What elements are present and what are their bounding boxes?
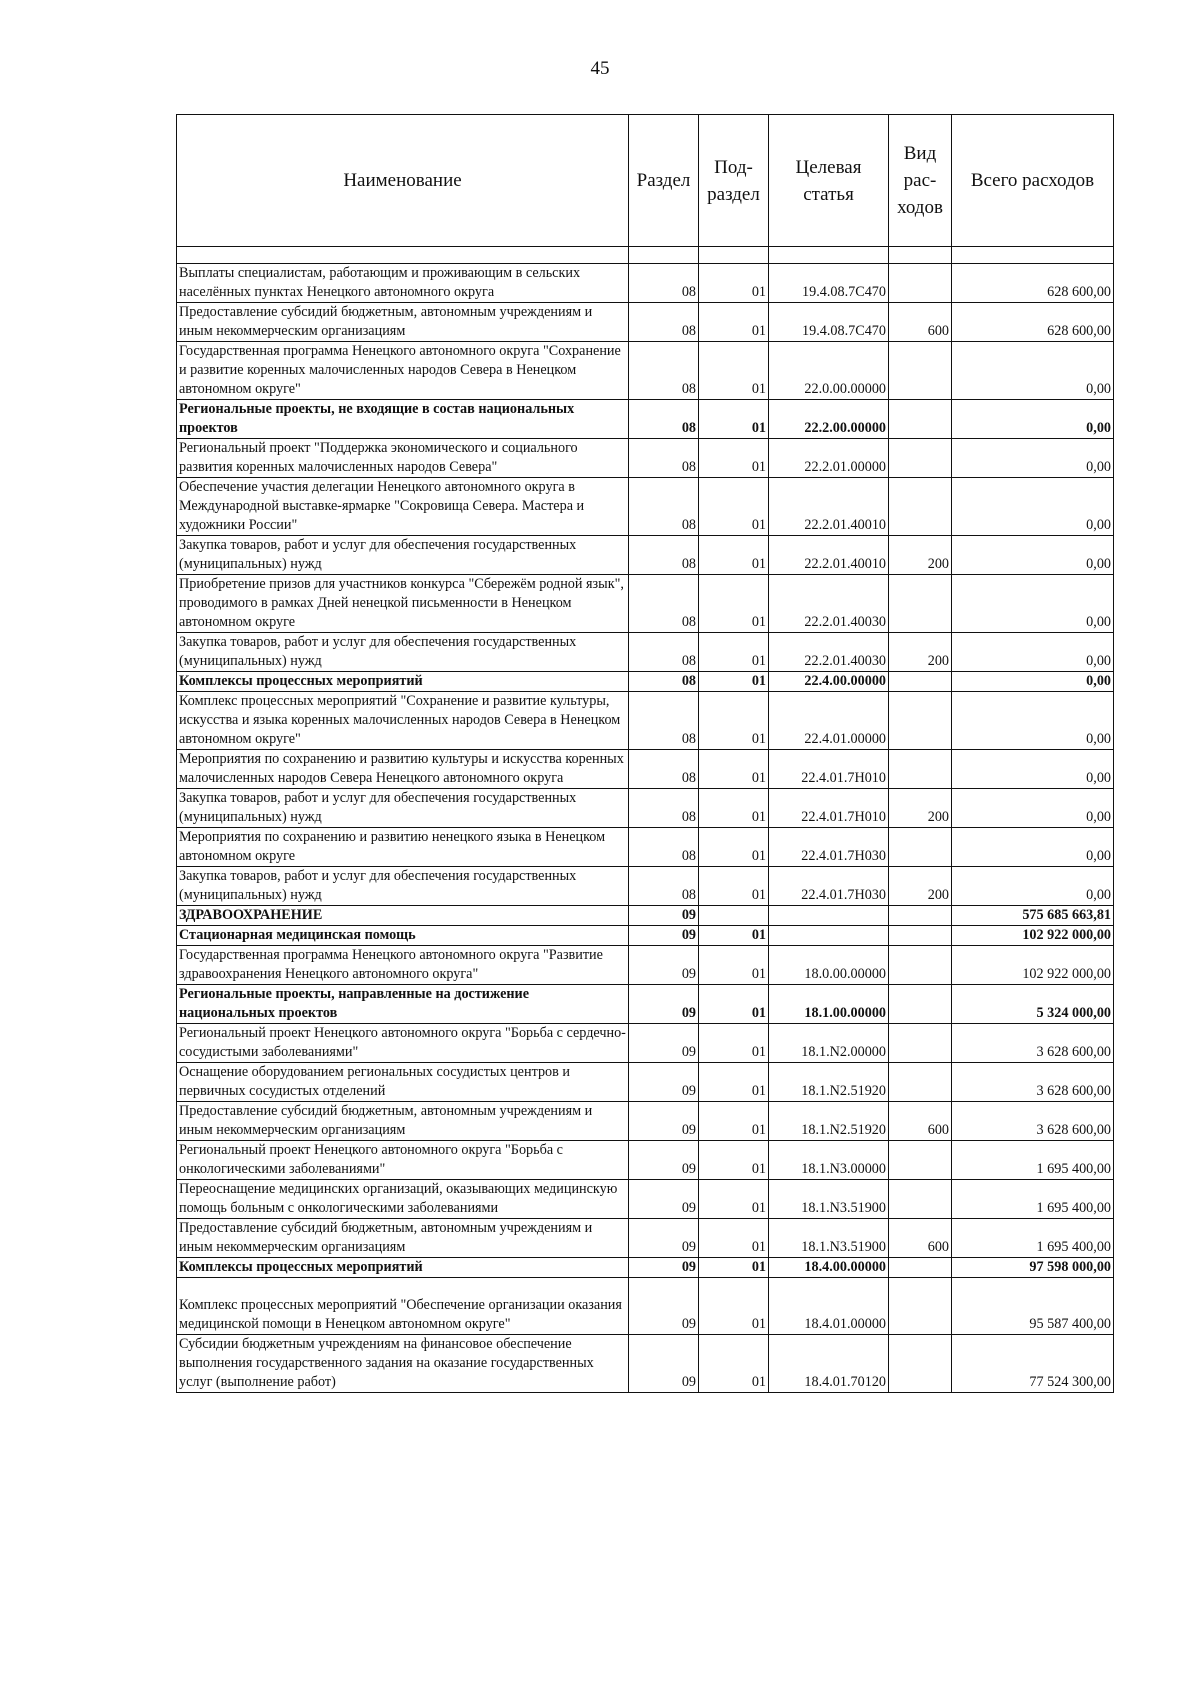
cell-total: 0,00 (952, 439, 1114, 478)
cell-name: Региональный проект "Поддержка экономического и социального развития коренных малочисленных народов Севера" (177, 439, 629, 478)
table-row (177, 750, 1114, 789)
cell-subsection: 01 (699, 342, 769, 400)
cell-name: Переоснащение медицинских организаций, оказывающих медицинскую помощь больным с онкологическими заболеваниями (177, 1180, 629, 1219)
cell-target: 22.2.00.00000 (769, 400, 889, 439)
cell-kind (889, 478, 952, 536)
cell-kind: 600 (889, 1102, 952, 1141)
cell-total: 0,00 (952, 342, 1114, 400)
cell-subsection (699, 906, 769, 926)
cell-name: Приобретение призов для участников конкурса "Сбережём родной язык", проводимого в рамках Дней ненецкой письменности в Ненецком автономном округе (177, 575, 629, 633)
cell-section: 08 (629, 789, 699, 828)
cell-name: Закупка товаров, работ и услуг для обеспечения государственных (муниципальных) нужд (177, 789, 629, 828)
cell-subsection: 01 (699, 1278, 769, 1335)
cell-kind (889, 1335, 952, 1393)
table-row (177, 303, 1114, 342)
spacer-cell (952, 247, 1114, 264)
cell-kind (889, 828, 952, 867)
cell-kind (889, 400, 952, 439)
cell-section: 08 (629, 536, 699, 575)
cell-name: Оснащение оборудованием региональных сосудистых центров и первичных сосудистых отделений (177, 1063, 629, 1102)
cell-kind: 600 (889, 303, 952, 342)
cell-name: Закупка товаров, работ и услуг для обеспечения государственных (муниципальных) нужд (177, 867, 629, 906)
cell-kind: 600 (889, 1219, 952, 1258)
cell-target: 22.4.01.7Н030 (769, 867, 889, 906)
cell-kind (889, 926, 952, 946)
cell-name: ЗДРАВООХРАНЕНИЕ (177, 906, 629, 926)
cell-total: 628 600,00 (952, 303, 1114, 342)
cell-total: 102 922 000,00 (952, 946, 1114, 985)
cell-target: 18.4.00.00000 (769, 1258, 889, 1278)
cell-total: 3 628 600,00 (952, 1063, 1114, 1102)
spacer-cell (769, 247, 889, 264)
cell-section: 09 (629, 1141, 699, 1180)
cell-section: 09 (629, 1258, 699, 1278)
cell-section: 08 (629, 264, 699, 303)
cell-total: 97 598 000,00 (952, 1258, 1114, 1278)
cell-kind (889, 672, 952, 692)
cell-section: 09 (629, 906, 699, 926)
table-row (177, 633, 1114, 672)
cell-total: 0,00 (952, 400, 1114, 439)
cell-total: 3 628 600,00 (952, 1102, 1114, 1141)
cell-kind (889, 1180, 952, 1219)
table-row (177, 926, 1114, 946)
cell-target: 22.4.01.00000 (769, 692, 889, 750)
cell-subsection: 01 (699, 828, 769, 867)
spacer-cell (177, 247, 629, 264)
cell-target: 18.4.01.00000 (769, 1278, 889, 1335)
cell-name: Региональные проекты, не входящие в состав национальных проектов (177, 400, 629, 439)
cell-subsection: 01 (699, 985, 769, 1024)
cell-subsection: 01 (699, 400, 769, 439)
header-section: Раздел (629, 115, 699, 247)
cell-kind (889, 342, 952, 400)
cell-subsection: 01 (699, 1219, 769, 1258)
header-total: Всего расходов (952, 115, 1114, 247)
cell-target: 18.0.00.00000 (769, 946, 889, 985)
cell-target: 18.1.N3.00000 (769, 1141, 889, 1180)
cell-name: Комплексы процессных мероприятий (177, 1258, 629, 1278)
cell-name: Мероприятия по сохранению и развитию ненецкого языка в Ненецком автономном округе (177, 828, 629, 867)
cell-subsection: 01 (699, 1180, 769, 1219)
cell-total: 0,00 (952, 536, 1114, 575)
table-row (177, 867, 1114, 906)
cell-total: 0,00 (952, 633, 1114, 672)
table-row (177, 1180, 1114, 1219)
cell-subsection: 01 (699, 789, 769, 828)
cell-kind (889, 1063, 952, 1102)
cell-subsection: 01 (699, 536, 769, 575)
cell-name: Комплекс процессных мероприятий "Обеспечение организации оказания медицинской помощи в Ненецком автономном округе" (177, 1278, 629, 1335)
cell-total: 575 685 663,81 (952, 906, 1114, 926)
table-header-row (177, 115, 1114, 247)
cell-target: 19.4.08.7С470 (769, 264, 889, 303)
cell-section: 08 (629, 692, 699, 750)
header-kind: Вид рас-ходов (889, 115, 952, 247)
cell-subsection: 01 (699, 1258, 769, 1278)
cell-name: Выплаты специалистам, работающим и проживающим в сельских населённых пунктах Ненецкого автономного округа (177, 264, 629, 303)
header-name: Наименование (177, 115, 629, 247)
cell-section: 09 (629, 1102, 699, 1141)
table-row (177, 692, 1114, 750)
cell-name: Комплекс процессных мероприятий "Сохранение и развитие культуры, искусства и языка коренных малочисленных народов Севера в Ненецком автономном округе" (177, 692, 629, 750)
cell-total: 102 922 000,00 (952, 926, 1114, 946)
cell-target: 22.4.00.00000 (769, 672, 889, 692)
table-row (177, 906, 1114, 926)
spacer-cell (699, 247, 769, 264)
cell-target (769, 926, 889, 946)
table-row (177, 342, 1114, 400)
cell-name: Стационарная медицинская помощь (177, 926, 629, 946)
cell-subsection: 01 (699, 575, 769, 633)
table-row (177, 1102, 1114, 1141)
table-row (177, 439, 1114, 478)
cell-target: 22.2.01.40030 (769, 575, 889, 633)
cell-kind: 200 (889, 789, 952, 828)
cell-target: 18.4.01.70120 (769, 1335, 889, 1393)
cell-subsection: 01 (699, 1335, 769, 1393)
cell-target (769, 906, 889, 926)
cell-section: 08 (629, 439, 699, 478)
cell-total: 1 695 400,00 (952, 1219, 1114, 1258)
cell-target: 22.2.01.40010 (769, 536, 889, 575)
cell-target: 22.2.01.40030 (769, 633, 889, 672)
table-row (177, 1258, 1114, 1278)
table-row (177, 946, 1114, 985)
cell-section: 08 (629, 750, 699, 789)
cell-kind (889, 946, 952, 985)
cell-kind (889, 692, 952, 750)
cell-total: 1 695 400,00 (952, 1141, 1114, 1180)
cell-total: 0,00 (952, 867, 1114, 906)
cell-total: 0,00 (952, 478, 1114, 536)
table-row (177, 985, 1114, 1024)
spacer-cell (889, 247, 952, 264)
cell-total: 0,00 (952, 789, 1114, 828)
cell-total: 5 324 000,00 (952, 985, 1114, 1024)
cell-section: 09 (629, 1024, 699, 1063)
cell-total: 0,00 (952, 575, 1114, 633)
cell-name: Мероприятия по сохранению и развитию культуры и искусства коренных малочисленных народов Севера Ненецкого автономного округа (177, 750, 629, 789)
cell-target: 18.1.N2.51920 (769, 1063, 889, 1102)
cell-target: 22.4.01.7Н030 (769, 828, 889, 867)
cell-total: 3 628 600,00 (952, 1024, 1114, 1063)
cell-total: 0,00 (952, 750, 1114, 789)
cell-subsection: 01 (699, 672, 769, 692)
cell-name: Комплексы процессных мероприятий (177, 672, 629, 692)
cell-target: 22.0.00.00000 (769, 342, 889, 400)
cell-section: 08 (629, 575, 699, 633)
cell-subsection: 01 (699, 750, 769, 789)
cell-kind (889, 1258, 952, 1278)
cell-section: 08 (629, 478, 699, 536)
cell-kind (889, 750, 952, 789)
cell-target: 22.4.01.7Н010 (769, 789, 889, 828)
cell-total: 1 695 400,00 (952, 1180, 1114, 1219)
table-row (177, 828, 1114, 867)
cell-section: 09 (629, 1063, 699, 1102)
cell-kind (889, 1278, 952, 1335)
cell-name: Предоставление субсидий бюджетным, автономным учреждениям и иным некоммерческим организациям (177, 1219, 629, 1258)
header-target: Целевая статья (769, 115, 889, 247)
cell-kind (889, 575, 952, 633)
cell-subsection: 01 (699, 692, 769, 750)
cell-total: 77 524 300,00 (952, 1335, 1114, 1393)
cell-target: 19.4.08.7С470 (769, 303, 889, 342)
cell-section: 08 (629, 400, 699, 439)
cell-name: Государственная программа Ненецкого автономного округа "Развитие здравоохранения Ненецкого автономного округа" (177, 946, 629, 985)
cell-subsection: 01 (699, 1141, 769, 1180)
cell-subsection: 01 (699, 1063, 769, 1102)
cell-target: 18.1.N3.51900 (769, 1219, 889, 1258)
cell-target: 22.4.01.7Н010 (769, 750, 889, 789)
cell-kind (889, 439, 952, 478)
table-row (177, 1024, 1114, 1063)
cell-section: 08 (629, 303, 699, 342)
cell-section: 08 (629, 342, 699, 400)
cell-target: 18.1.N2.00000 (769, 1024, 889, 1063)
cell-target: 18.1.N3.51900 (769, 1180, 889, 1219)
cell-total: 0,00 (952, 692, 1114, 750)
cell-total: 628 600,00 (952, 264, 1114, 303)
cell-kind: 200 (889, 633, 952, 672)
cell-section: 08 (629, 867, 699, 906)
cell-target: 22.2.01.00000 (769, 439, 889, 478)
cell-name: Субсидии бюджетным учреждениям на финансовое обеспечение выполнения государственного задания на оказание государственных услуг (выполнение работ) (177, 1335, 629, 1393)
table-row (177, 264, 1114, 303)
cell-total: 0,00 (952, 828, 1114, 867)
cell-section: 08 (629, 828, 699, 867)
cell-kind (889, 1141, 952, 1180)
cell-section: 09 (629, 1335, 699, 1393)
cell-subsection: 01 (699, 946, 769, 985)
cell-name: Предоставление субсидий бюджетным, автономным учреждениям и иным некоммерческим организациям (177, 303, 629, 342)
cell-section: 08 (629, 672, 699, 692)
cell-subsection: 01 (699, 303, 769, 342)
cell-name: Закупка товаров, работ и услуг для обеспечения государственных (муниципальных) нужд (177, 536, 629, 575)
table-row (177, 478, 1114, 536)
table-row (177, 1335, 1114, 1393)
cell-section: 08 (629, 633, 699, 672)
page-number: 45 (590, 58, 610, 79)
cell-name: Региональный проект Ненецкого автономного округа "Борьба с сердечно-сосудистыми заболеваниями" (177, 1024, 629, 1063)
cell-section: 09 (629, 1180, 699, 1219)
table-row (177, 400, 1114, 439)
cell-subsection: 01 (699, 867, 769, 906)
cell-subsection: 01 (699, 633, 769, 672)
table-row (177, 575, 1114, 633)
cell-kind (889, 264, 952, 303)
cell-subsection: 01 (699, 926, 769, 946)
cell-name: Обеспечение участия делегации Ненецкого автономного округа в Международной выставке-ярмарке "Сокровища Севера. Мастера и художники России" (177, 478, 629, 536)
table-row (177, 1278, 1114, 1335)
table-row (177, 789, 1114, 828)
cell-kind (889, 1024, 952, 1063)
cell-target: 18.1.00.00000 (769, 985, 889, 1024)
cell-subsection: 01 (699, 439, 769, 478)
cell-name: Предоставление субсидий бюджетным, автономным учреждениям и иным некоммерческим организациям (177, 1102, 629, 1141)
cell-target: 22.2.01.40010 (769, 478, 889, 536)
table-row (177, 1063, 1114, 1102)
cell-section: 09 (629, 985, 699, 1024)
table-row (177, 672, 1114, 692)
cell-subsection: 01 (699, 478, 769, 536)
cell-section: 09 (629, 926, 699, 946)
table-row (177, 1141, 1114, 1180)
cell-name: Закупка товаров, работ и услуг для обеспечения государственных (муниципальных) нужд (177, 633, 629, 672)
table-row (177, 1219, 1114, 1258)
cell-name: Государственная программа Ненецкого автономного округа "Сохранение и развитие коренных малочисленных народов Севера в Ненецком автономном округе" (177, 342, 629, 400)
cell-section: 09 (629, 946, 699, 985)
cell-target: 18.1.N2.51920 (769, 1102, 889, 1141)
cell-section: 09 (629, 1219, 699, 1258)
budget-table (176, 114, 1114, 1393)
cell-subsection: 01 (699, 1024, 769, 1063)
header-spacer-row (177, 247, 1114, 264)
cell-total: 0,00 (952, 672, 1114, 692)
cell-name: Региональный проект Ненецкого автономного округа "Борьба с онкологическими заболеваниями" (177, 1141, 629, 1180)
spacer-cell (629, 247, 699, 264)
header-subsection: Под-раздел (699, 115, 769, 247)
cell-kind: 200 (889, 536, 952, 575)
cell-kind (889, 906, 952, 926)
cell-total: 95 587 400,00 (952, 1278, 1114, 1335)
cell-subsection: 01 (699, 264, 769, 303)
cell-kind (889, 985, 952, 1024)
cell-subsection: 01 (699, 1102, 769, 1141)
cell-name: Региональные проекты, направленные на достижение национальных проектов (177, 985, 629, 1024)
cell-section: 09 (629, 1278, 699, 1335)
table-row (177, 536, 1114, 575)
table-body (177, 247, 1114, 1393)
cell-kind: 200 (889, 867, 952, 906)
